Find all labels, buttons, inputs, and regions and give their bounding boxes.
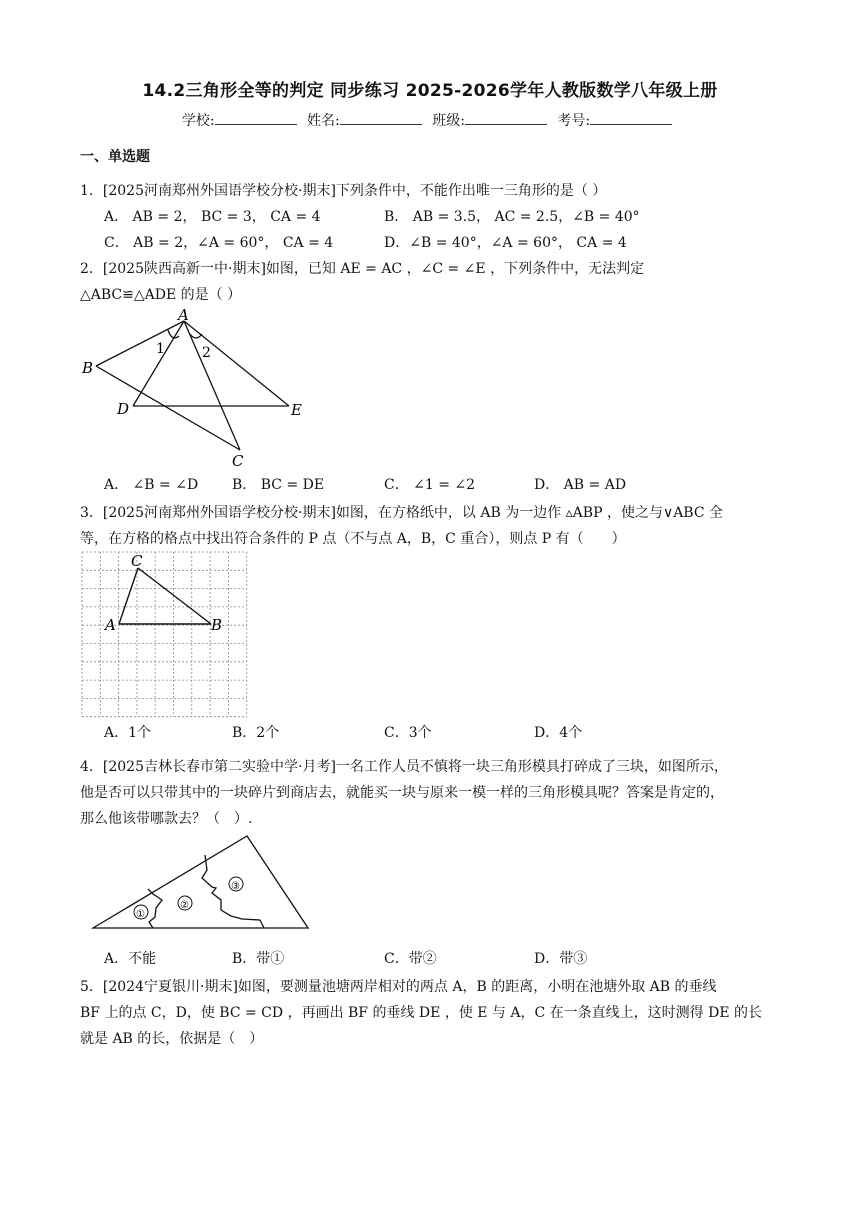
q1-option-d[interactable]: D．∠B = 40°，∠A = 60°， CA = 4 [384, 235, 627, 251]
q1-option-b[interactable]: B． AB = 3.5， AC = 2.5，∠B = 40° [384, 209, 640, 225]
q4-option-c[interactable]: C．带② [384, 951, 437, 967]
q2-option-b[interactable]: B． BC = DE [232, 477, 325, 493]
q2-label-c: C [232, 452, 244, 470]
exam-no-blank[interactable] [590, 112, 672, 125]
school-blank[interactable] [215, 112, 297, 125]
student-info-row [0, 110, 860, 130]
q3-stem-line2: 等，在方格的格点中找出符合条件的 P 点（不与点 A，B，C 重合），则点 P 有（ ） [80, 531, 626, 547]
q4-option-b[interactable]: B．带① [232, 951, 285, 967]
q2-label-b: B [82, 359, 94, 377]
q4-piece-1-label: ① [136, 909, 145, 920]
q1-option-c[interactable]: C． AB = 2，∠A = 60°， CA = 4 [104, 235, 334, 251]
q2-label-e: E [291, 401, 302, 419]
q4-option-d[interactable]: D．带③ [534, 951, 588, 967]
q2-stem-line2: △ABC≌△ADE 的是（ ） [80, 287, 242, 303]
q3-label-c: C [131, 552, 143, 570]
q4-piece-2-label: ② [180, 900, 189, 911]
q2-stem-line1: 2．[2025陕西高新一中·期末]如图，已知 AE = AC ，∠C = ∠E ，下列条件中，无法判定 [80, 261, 645, 277]
q2-option-d[interactable]: D． AB = AD [534, 477, 627, 493]
q4-option-a[interactable]: A．不能 [104, 951, 157, 967]
q2-option-a[interactable]: A． ∠B = ∠D [104, 477, 199, 493]
q4-stem-line2: 他是否可以只带其中的一块碎片到商店去，就能买一块与原来一模一样的三角形模具呢？答案是肯定的， [80, 785, 724, 801]
page-title: 14.2三角形全等的判定 同步练习 2025-2026学年人教版数学八年级上册 [142, 81, 718, 101]
q5-stem-line2: BF 上的点 C，D，使 BC = CD ，再画出 BF 的垂线 DE ，使 E 与 A，C 在一条直线上，这时测得 DE 的长 [80, 1005, 762, 1021]
q3-label-a: A [105, 616, 116, 634]
name-label: 姓名: [307, 113, 340, 129]
q4-piece-3-label: ③ [231, 881, 240, 892]
q4-stem-line1: 4．[2025吉林长春市第二实验中学·月考]一名工作人员不慎将一块三角形模具打碎成了三块，如图所示， [80, 759, 728, 775]
class-blank[interactable] [465, 112, 547, 125]
q2-label-angle-2: 2 [202, 345, 211, 361]
exam-no-label: 考号: [557, 113, 591, 129]
q2-label-d: D [117, 400, 130, 418]
section-title: 一、单选题 [80, 149, 150, 165]
q1-stem: 1．[2025河南郑州外国语学校分校·期末]下列条件中，不能作出唯一三角形的是（ ） [80, 183, 607, 199]
school-label: 学校: [181, 113, 215, 129]
q5-stem-line1: 5．[2024宁夏银川·期末]如图，要测量池塘两岸相对的两点 A，B 的距离，小明在池塘外取 AB 的垂线 [80, 979, 717, 995]
name-blank[interactable] [340, 112, 422, 125]
q3-option-b[interactable]: B．2个 [232, 725, 280, 741]
q3-stem-line1: 3．[2025河南郑州外国语学校分校·期末]如图，在方格纸中，以 AB 为一边作 ▵ABP ，使之与∨ABC 全 [80, 505, 724, 521]
q2-label-a: A [178, 306, 189, 324]
q5-stem-line3: 就是 AB 的长，依据是（ ） [80, 1031, 264, 1047]
q3-label-b: B [211, 616, 223, 634]
q2-option-c[interactable]: C． ∠1 = ∠2 [384, 477, 476, 493]
q3-option-d[interactable]: D．4个 [534, 725, 583, 741]
q3-option-c[interactable]: C．3个 [384, 725, 432, 741]
q1-option-a[interactable]: A． AB = 2， BC = 3， CA = 4 [104, 209, 321, 225]
class-label: 班级: [432, 113, 465, 129]
q4-stem-line3: 那么他该带哪款去？（ ）. [80, 811, 253, 827]
q2-label-angle-1: 1 [156, 341, 165, 357]
q3-option-a[interactable]: A．1个 [104, 725, 152, 741]
